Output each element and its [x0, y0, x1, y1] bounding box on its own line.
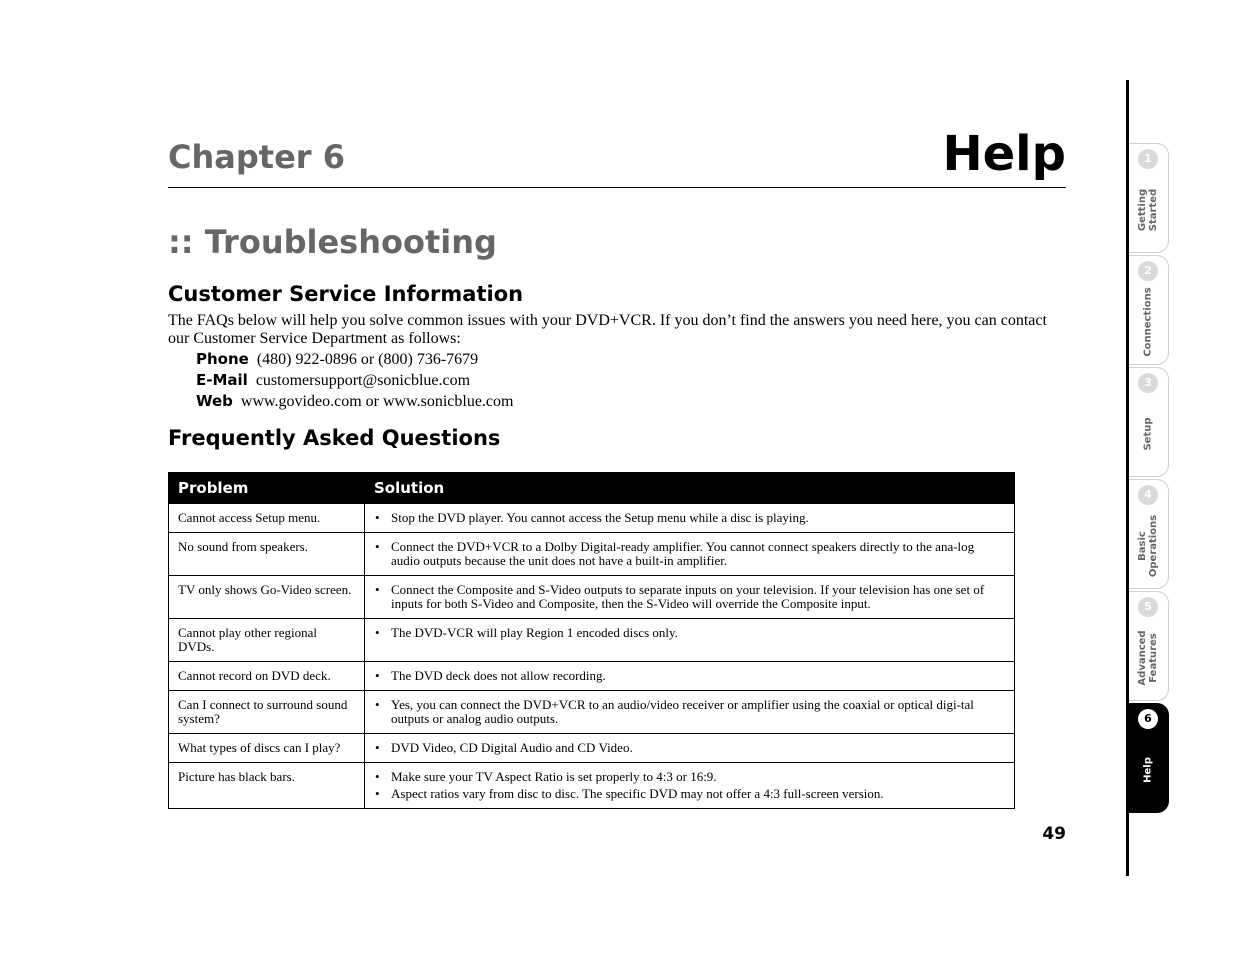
tab-label: Basic Operations [1137, 514, 1159, 578]
solution-item: • Connect the DVD+VCR to a Dolby Digital-ready amplifier. You cannot connect speakers directly to the ana-log audio outputs because the unit does not have a built-in amplifier. [374, 540, 1005, 568]
table-row [169, 533, 1015, 576]
problem-cell: Picture has black bars. [169, 763, 365, 809]
contact-phone [196, 350, 478, 369]
solution-cell [365, 504, 1015, 533]
section-title: :: Troubleshooting [168, 223, 497, 261]
column-header-problem: Problem [169, 473, 365, 504]
tab-label: Setup [1142, 417, 1154, 451]
intro-paragraph: The FAQs below will help you solve common issues with your DVD+VCR. If you don’t find the answers you need here, you can contact our Customer Service Department as follows: [168, 312, 1047, 347]
contact-value: (480) 922-0896 or (800) 736-7679 [256, 351, 479, 368]
table-row [169, 763, 1015, 809]
tab-label: Connections [1142, 287, 1154, 357]
chapter-label: Chapter 6 [168, 138, 345, 176]
solution-item: • DVD Video, CD Digital Audio and CD Video. [374, 741, 1005, 755]
faq-table [168, 472, 1015, 809]
solution-item: • The DVD deck does not allow recording. [374, 669, 1005, 683]
problem-cell: TV only shows Go-Video screen. [169, 576, 365, 619]
solution-cell [365, 576, 1015, 619]
contact-value[interactable]: customersupport@sonicblue.com [255, 372, 471, 389]
tab-setup[interactable] [1129, 367, 1169, 477]
tab-label: Advanced Features [1137, 630, 1159, 686]
solution-cell [365, 734, 1015, 763]
problem-cell: Cannot play other regional DVDs. [169, 619, 365, 662]
tab-basic-operations[interactable] [1129, 479, 1169, 589]
title-divider [168, 187, 1066, 188]
table-row [169, 619, 1015, 662]
table-row [169, 662, 1015, 691]
contact-web [196, 392, 513, 411]
solution-cell [365, 533, 1015, 576]
solution-cell [365, 691, 1015, 734]
faq-heading: Frequently Asked Questions [168, 426, 501, 450]
table-row [169, 504, 1015, 533]
solution-item: • The DVD-VCR will play Region 1 encoded discs only. [374, 626, 1005, 640]
tab-getting-started[interactable] [1129, 143, 1169, 253]
solution-cell [365, 619, 1015, 662]
solution-item: • Yes, you can connect the DVD+VCR to an audio/video receiver or amplifier using the coaxial or optical digi-tal outputs or analog audio outputs. [374, 698, 1005, 726]
contact-label: E-Mail [196, 371, 248, 389]
customer-service-heading: Customer Service Information [168, 282, 524, 306]
tab-label: Getting Started [1137, 188, 1159, 232]
contact-label: Web [196, 392, 233, 410]
problem-cell: No sound from speakers. [169, 533, 365, 576]
contact-email [196, 371, 470, 390]
table-header-row [169, 473, 1015, 504]
chapter-number-icon: 4 [1138, 485, 1158, 505]
contact-value[interactable]: www.govideo.com or www.sonicblue.com [240, 393, 514, 410]
solution-cell [365, 763, 1015, 809]
solution-cell [365, 662, 1015, 691]
table-row [169, 576, 1015, 619]
solution-item: • Connect the Composite and S-Video outputs to separate inputs on your television. If your television has one set of inputs for both S-Video and Composite, then the S-Video will override the Composite input. [374, 583, 1005, 611]
solution-item: • Stop the DVD player. You cannot access the Setup menu while a disc is playing. [374, 511, 1005, 525]
solution-item: • Make sure your TV Aspect Ratio is set properly to 4:3 or 16:9. [374, 770, 1005, 784]
chapter-number-icon: 3 [1138, 373, 1158, 393]
tab-label: Help [1142, 757, 1154, 783]
chapter-number-icon: 6 [1138, 709, 1158, 729]
tab-help[interactable] [1129, 703, 1169, 813]
tab-connections[interactable] [1129, 255, 1169, 365]
column-header-solution: Solution [365, 473, 1015, 504]
problem-cell: Can I connect to surround sound system? [169, 691, 365, 734]
table-row [169, 734, 1015, 763]
problem-cell: Cannot access Setup menu. [169, 504, 365, 533]
contact-label: Phone [196, 350, 249, 368]
solution-item: • Aspect ratios vary from disc to disc. The specific DVD may not offer a 4:3 full-screen version. [374, 787, 1005, 801]
chapter-number-icon: 5 [1138, 597, 1158, 617]
problem-cell: What types of discs can I play? [169, 734, 365, 763]
page-number: 49 [1042, 824, 1066, 844]
problem-cell: Cannot record on DVD deck. [169, 662, 365, 691]
tab-advanced-features[interactable] [1129, 591, 1169, 701]
chapter-number-icon: 1 [1138, 149, 1158, 169]
chapter-number-icon: 2 [1138, 261, 1158, 281]
page-title: Help [942, 126, 1066, 182]
table-row [169, 691, 1015, 734]
